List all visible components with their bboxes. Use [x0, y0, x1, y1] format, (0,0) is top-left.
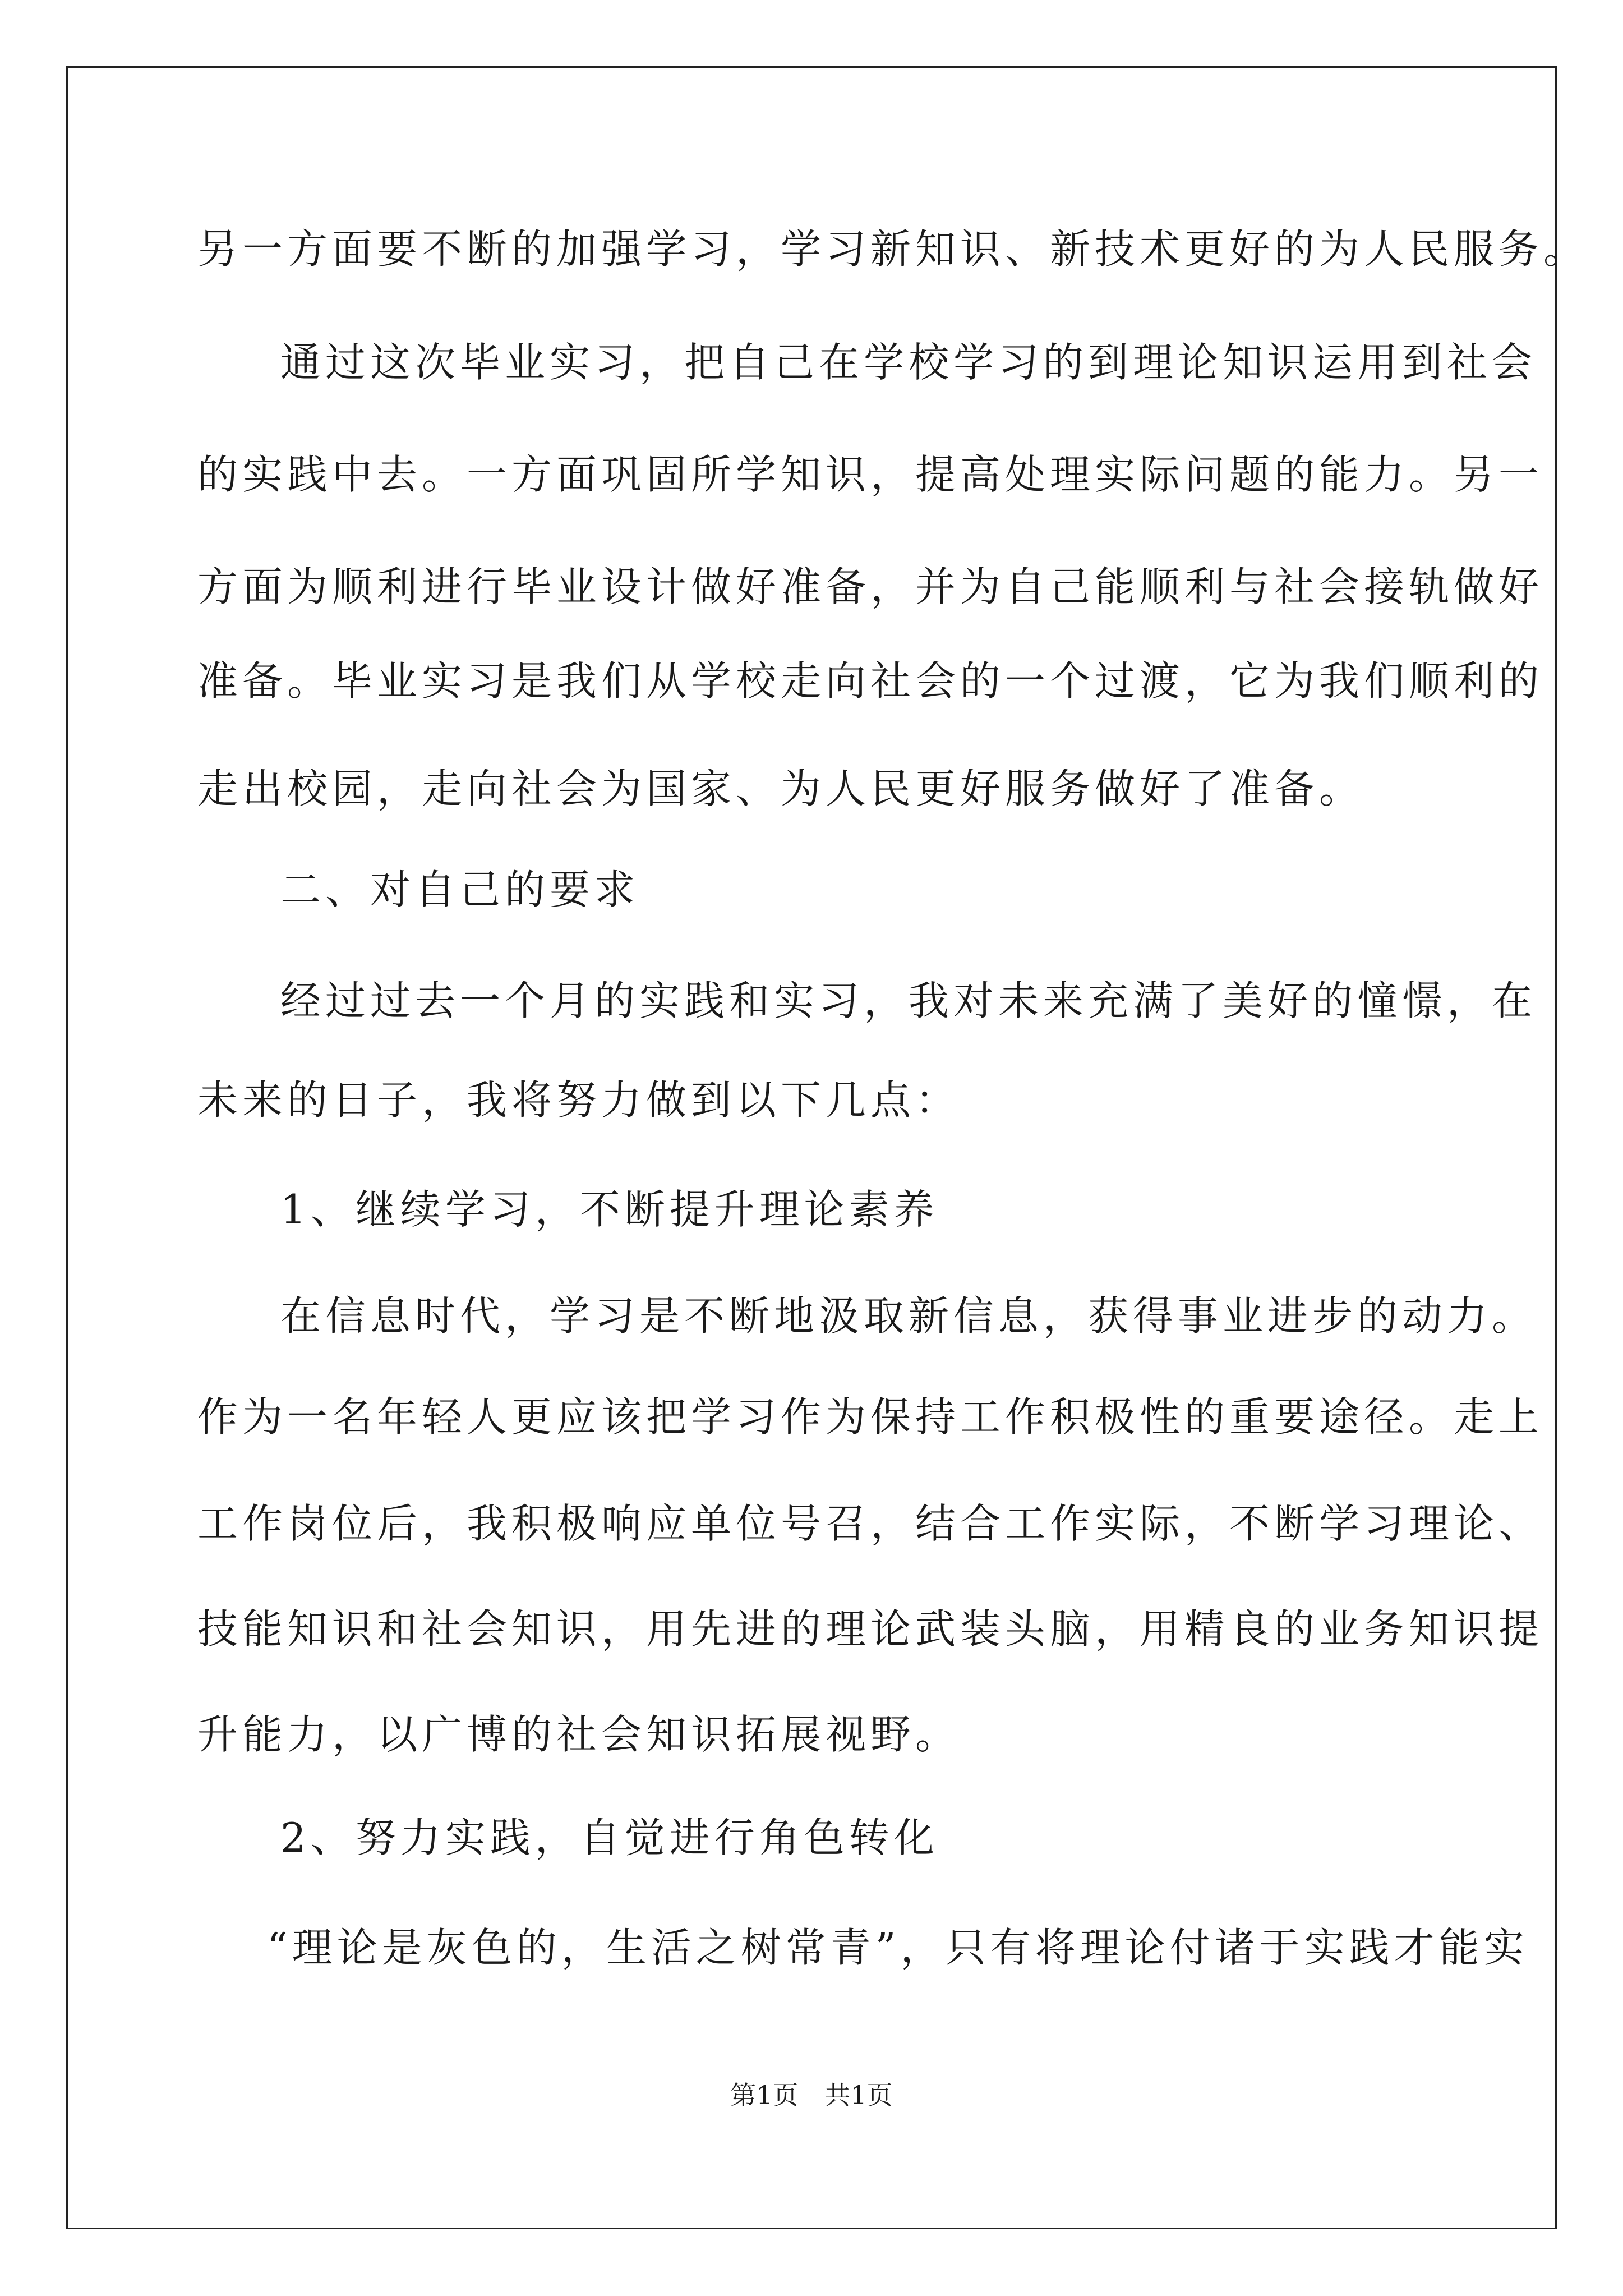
body-line-1: 另一方面要不断的加强学习，学习新知识、新技术更好的为人民服务。 — [197, 226, 1589, 273]
section-heading: 二、对自己的要求 — [280, 866, 640, 913]
body-line-6: 走出校园，走向社会为国家、为人民更好服务做好了准备。 — [197, 765, 1364, 812]
paragraph-start-line: 经过过去一个月的实践和实习，我对未来充满了美好的憧憬，在 — [280, 977, 1537, 1024]
page-border — [66, 66, 1557, 2229]
body-line-3: 的实践中去。一方面巩固所学知识，提高处理实际问题的能力。另一 — [197, 451, 1544, 498]
total-pages: 共1页 — [824, 2080, 893, 2110]
paragraph-start-line: 通过这次毕业实习，把自己在学校学习的到理论知识运用到社会 — [280, 339, 1537, 386]
quote-line: “理论是灰色的，生活之树常青”，只有将理论付诸于实践才能实 — [267, 1924, 1529, 1971]
body-line-15: 升能力，以广博的社会知识拓展视野。 — [197, 1711, 961, 1758]
body-line-13: 工作岗位后，我积极响应单位号召，结合工作实际，不断学习理论、 — [197, 1500, 1544, 1547]
subsection-heading-2: 2、努力实践，自觉进行角色转化 — [280, 1814, 939, 1861]
paragraph-start-line: 在信息时代，学习是不断地汲取新信息，获得事业进步的动力。 — [280, 1292, 1537, 1340]
body-line-9: 未来的日子，我将努力做到以下几点： — [197, 1076, 961, 1124]
body-line-14: 技能知识和社会知识，用先进的理论武装头脑，用精良的业务知识提 — [197, 1605, 1544, 1653]
page-footer — [0, 2082, 1623, 2108]
page-number: 第1页 — [730, 2080, 799, 2110]
subsection-heading-1: 1、继续学习，不断提升理论素养 — [280, 1186, 939, 1233]
body-line-12: 作为一名年轻人更应该把学习作为保持工作积极性的重要途径。走上 — [197, 1393, 1544, 1441]
body-line-4: 方面为顺利进行毕业设计做好准备，并为自己能顺利与社会接轨做好 — [197, 563, 1544, 610]
body-line-5: 准备。毕业实习是我们从学校走向社会的一个过渡，它为我们顺利的 — [197, 657, 1544, 705]
